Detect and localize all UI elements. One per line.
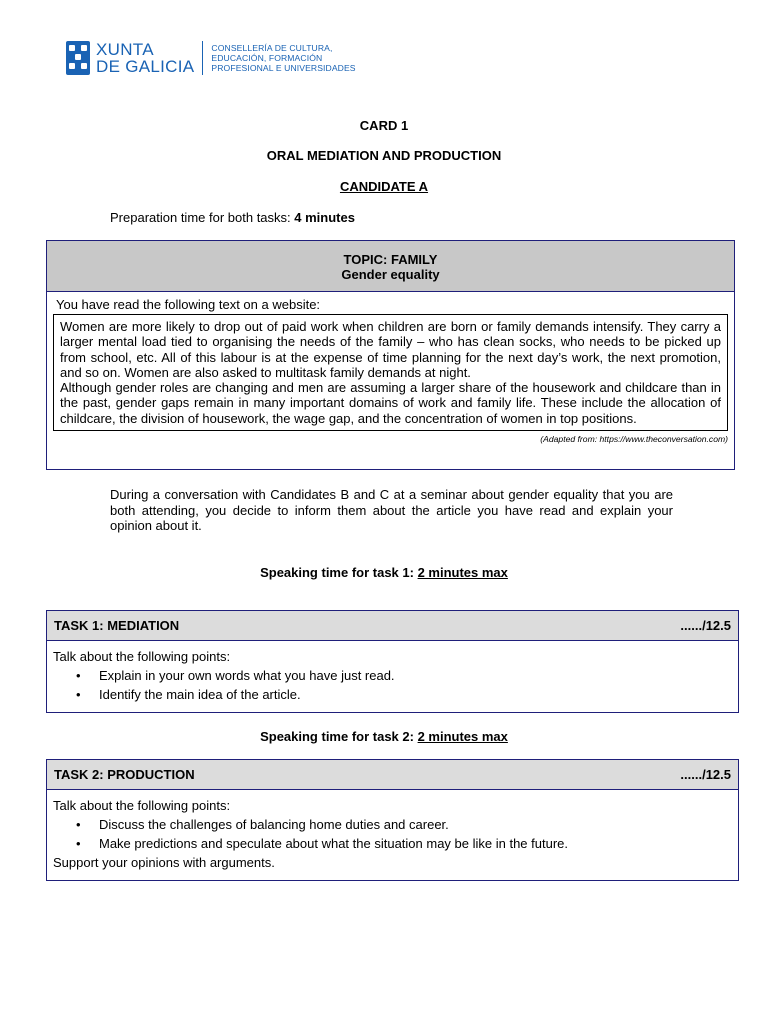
task-2-box <box>46 759 739 881</box>
candidate-label: CANDIDATE A <box>339 179 429 194</box>
topic-box <box>46 240 735 470</box>
task-2-intro: Talk about the following points: <box>53 798 231 813</box>
situation-text: During a conversation with Candidates B and C at a seminar about gender equality that you are both attending, you decide to inform them about the article you have read and explain your opinion about it. <box>110 487 673 533</box>
task-1-header <box>47 611 738 641</box>
topic-subtitle: Gender equality <box>341 267 440 282</box>
list-item: • Discuss the challenges of balancing home duties and career. <box>99 815 732 834</box>
article-text <box>53 314 728 431</box>
xunta-logo <box>66 40 356 76</box>
speaking-time-task-2: Speaking time for task 2: 2 minutes max <box>260 729 508 744</box>
task-1-box <box>46 610 739 713</box>
logo-name: XUNTA DE GALICIA <box>96 40 195 76</box>
galicia-emblem-icon <box>66 41 90 75</box>
preparation-time: Preparation time for both tasks: 4 minutes <box>110 210 355 225</box>
logo-divider <box>202 41 203 75</box>
list-item: • Identify the main idea of the article. <box>99 685 732 704</box>
logo-department: CONSELLERÍA DE CULTURA, EDUCACIÓN, FORMACIÓN PROFESIONAL E UNIVERSIDADES <box>211 43 356 73</box>
task-1-body <box>47 641 738 712</box>
topic-header <box>47 241 734 292</box>
task-2-outro: Support your opinions with arguments. <box>53 855 275 870</box>
task-2-header <box>47 760 738 790</box>
task-1-score: ....../12.5 <box>680 618 731 633</box>
article-paragraph-1: Women are more likely to drop out of paid work when children are born or family demands intensify. They carry a larger mental load tied to organising the needs of the family – who has clean socks, who needs to be picked up from school, etc. All of this labour is at the expense of time planning for the next day’s work, the next promotion, and so on. Women are also asked to multitask family demands at night. <box>60 319 721 380</box>
task-1-intro: Talk about the following points: <box>53 649 231 664</box>
task-2-title: TASK 2: PRODUCTION <box>54 767 195 782</box>
speaking-time-task-1: Speaking time for task 1: 2 minutes max <box>260 565 508 580</box>
card-subtitle: ORAL MEDIATION AND PRODUCTION <box>266 148 502 163</box>
task-2-points <box>53 815 732 853</box>
task-1-title: TASK 1: MEDIATION <box>54 618 180 633</box>
card-title: CARD 1 <box>359 118 409 133</box>
list-item: • Explain in your own words what you have just read. <box>99 666 732 685</box>
article-paragraph-2: Although gender roles are changing and men are assuming a larger share of the housework and childcare than in the past, gender gaps remain in many important domains of work and family life. These include the allocation of childcare, the division of housework, the wage gap, and the concentration of women in top positions. <box>60 380 721 426</box>
task-2-score: ....../12.5 <box>680 767 731 782</box>
task-1-points <box>53 666 732 704</box>
list-item: • Make predictions and speculate about what the situation may be like in the future. <box>99 834 732 853</box>
article-source: (Adapted from: https://www.theconversation.com) <box>540 434 728 445</box>
topic-title: TOPIC: FAMILY <box>343 252 438 267</box>
topic-intro: You have read the following text on a website: <box>56 297 321 312</box>
task-2-body <box>47 790 738 880</box>
